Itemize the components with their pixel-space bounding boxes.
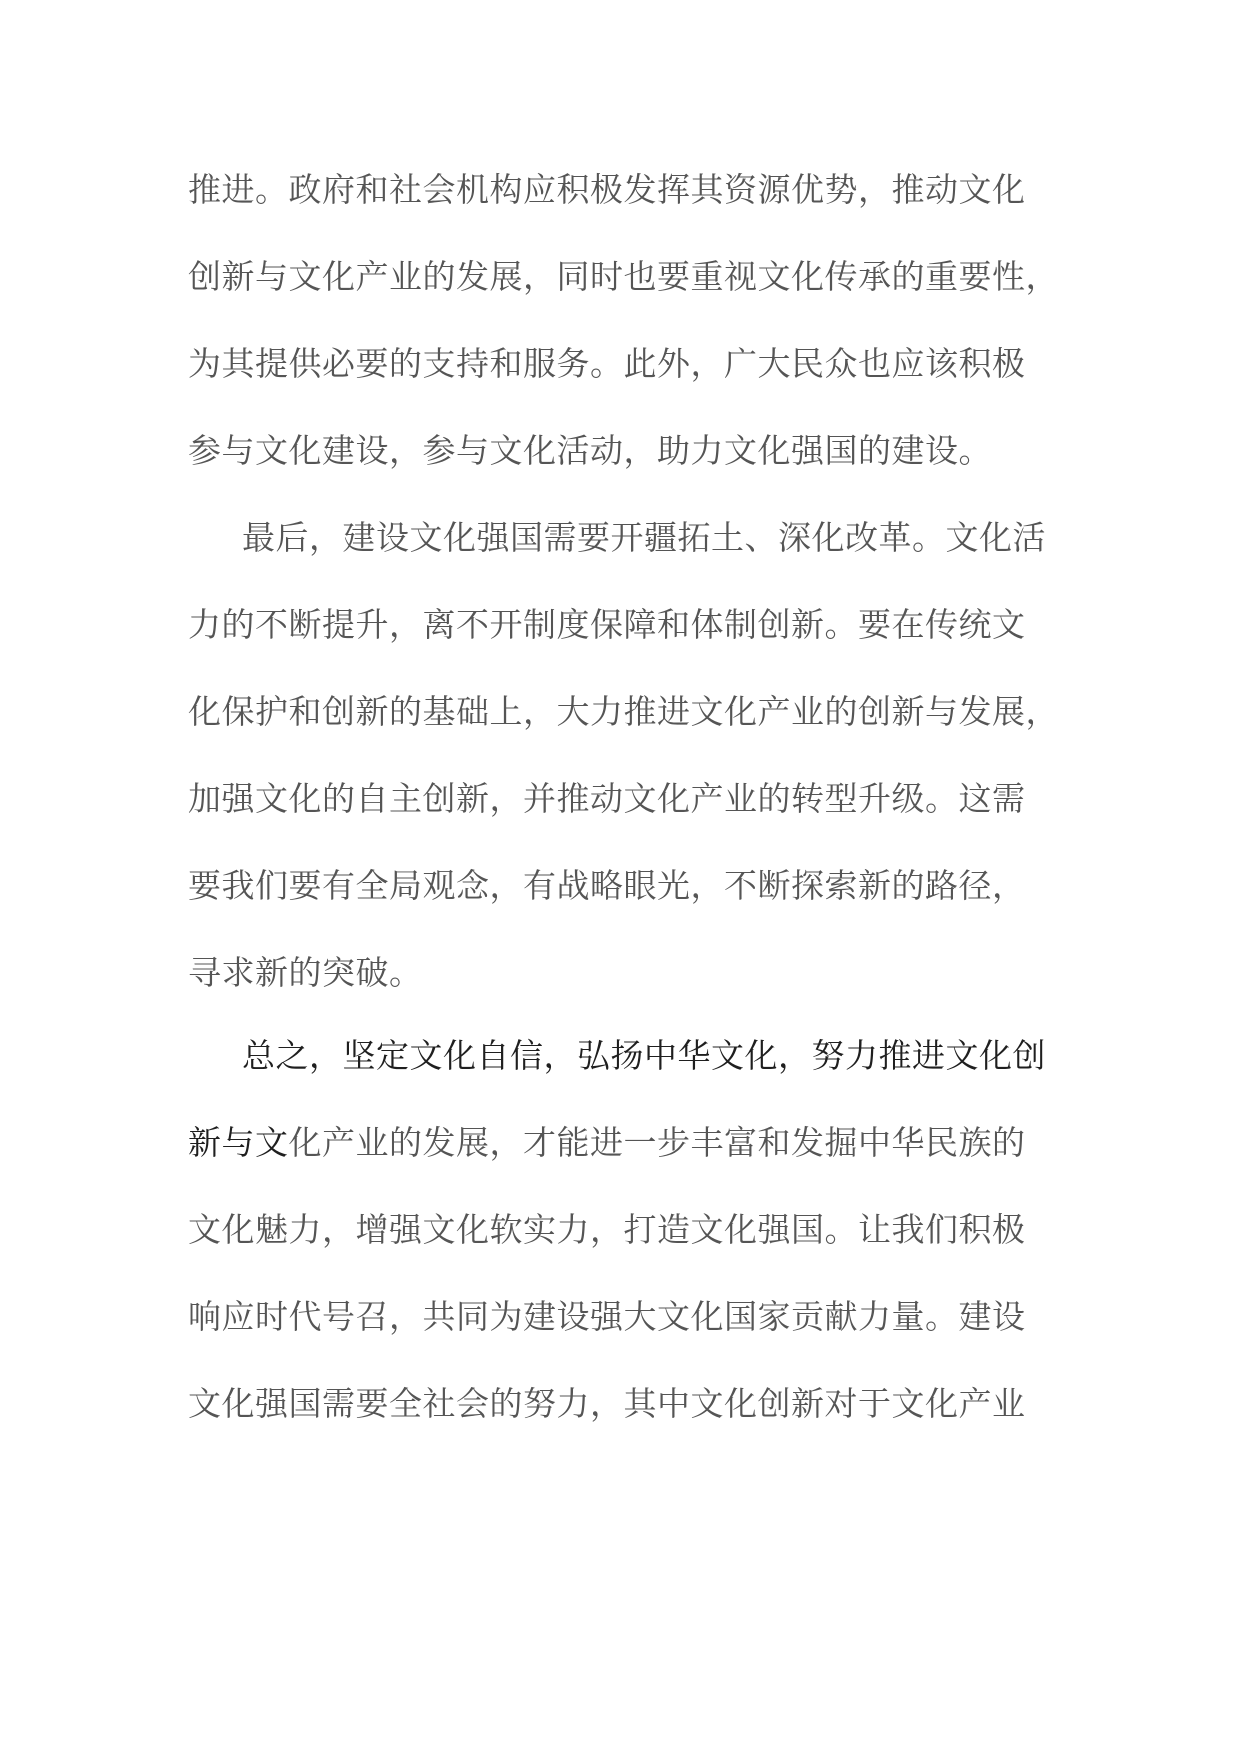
paragraph-line-grey-segment: 化产业的发展，才能进一步丰富和发掘中华民族的 <box>288 1123 1026 1162</box>
paragraph-line: 化保护和创新的基础上，大力推进文化产业的创新与发展， <box>188 692 1059 731</box>
paragraph-line: 文化强国需要全社会的努力，其中文化创新对于文化产业 <box>188 1384 1026 1423</box>
paragraph-line: 要我们要有全局观念，有战略眼光，不断探索新的路径， <box>188 866 1026 905</box>
paragraph-line: 响应时代号召，共同为建设强大文化国家贡献力量。建设 <box>188 1297 1026 1336</box>
paragraph-line: 参与文化建设，参与文化活动，助力文化强国的建设。 <box>188 431 992 470</box>
paragraph-line: 文化魅力，增强文化软实力，打造文化强国。让我们积极 <box>188 1210 1026 1249</box>
paragraph-line: 最后，建设文化强国需要开疆拓土、深化改革。文化活 <box>242 518 1046 557</box>
paragraph-line: 推进。政府和社会机构应积极发挥其资源优势，推动文化 <box>188 170 1026 209</box>
paragraph-line: 加强文化的自主创新，并推动文化产业的转型升级。这需 <box>188 779 1026 818</box>
paragraph-line: 创新与文化产业的发展，同时也要重视文化传承的重要性， <box>188 257 1059 296</box>
paragraph-line-dark-segment: 新与文 <box>188 1123 289 1162</box>
paragraph-line: 寻求新的突破。 <box>188 953 423 992</box>
paragraph-line: 力的不断提升，离不开制度保障和体制创新。要在传统文 <box>188 605 1026 644</box>
paragraph-line: 为其提供必要的支持和服务。此外，广大民众也应该积极 <box>188 344 1026 383</box>
paragraph-line-mixed <box>188 1123 1026 1163</box>
paragraph-line: 总之，坚定文化自信，弘扬中华文化，努力推进文化创 <box>242 1036 1046 1075</box>
